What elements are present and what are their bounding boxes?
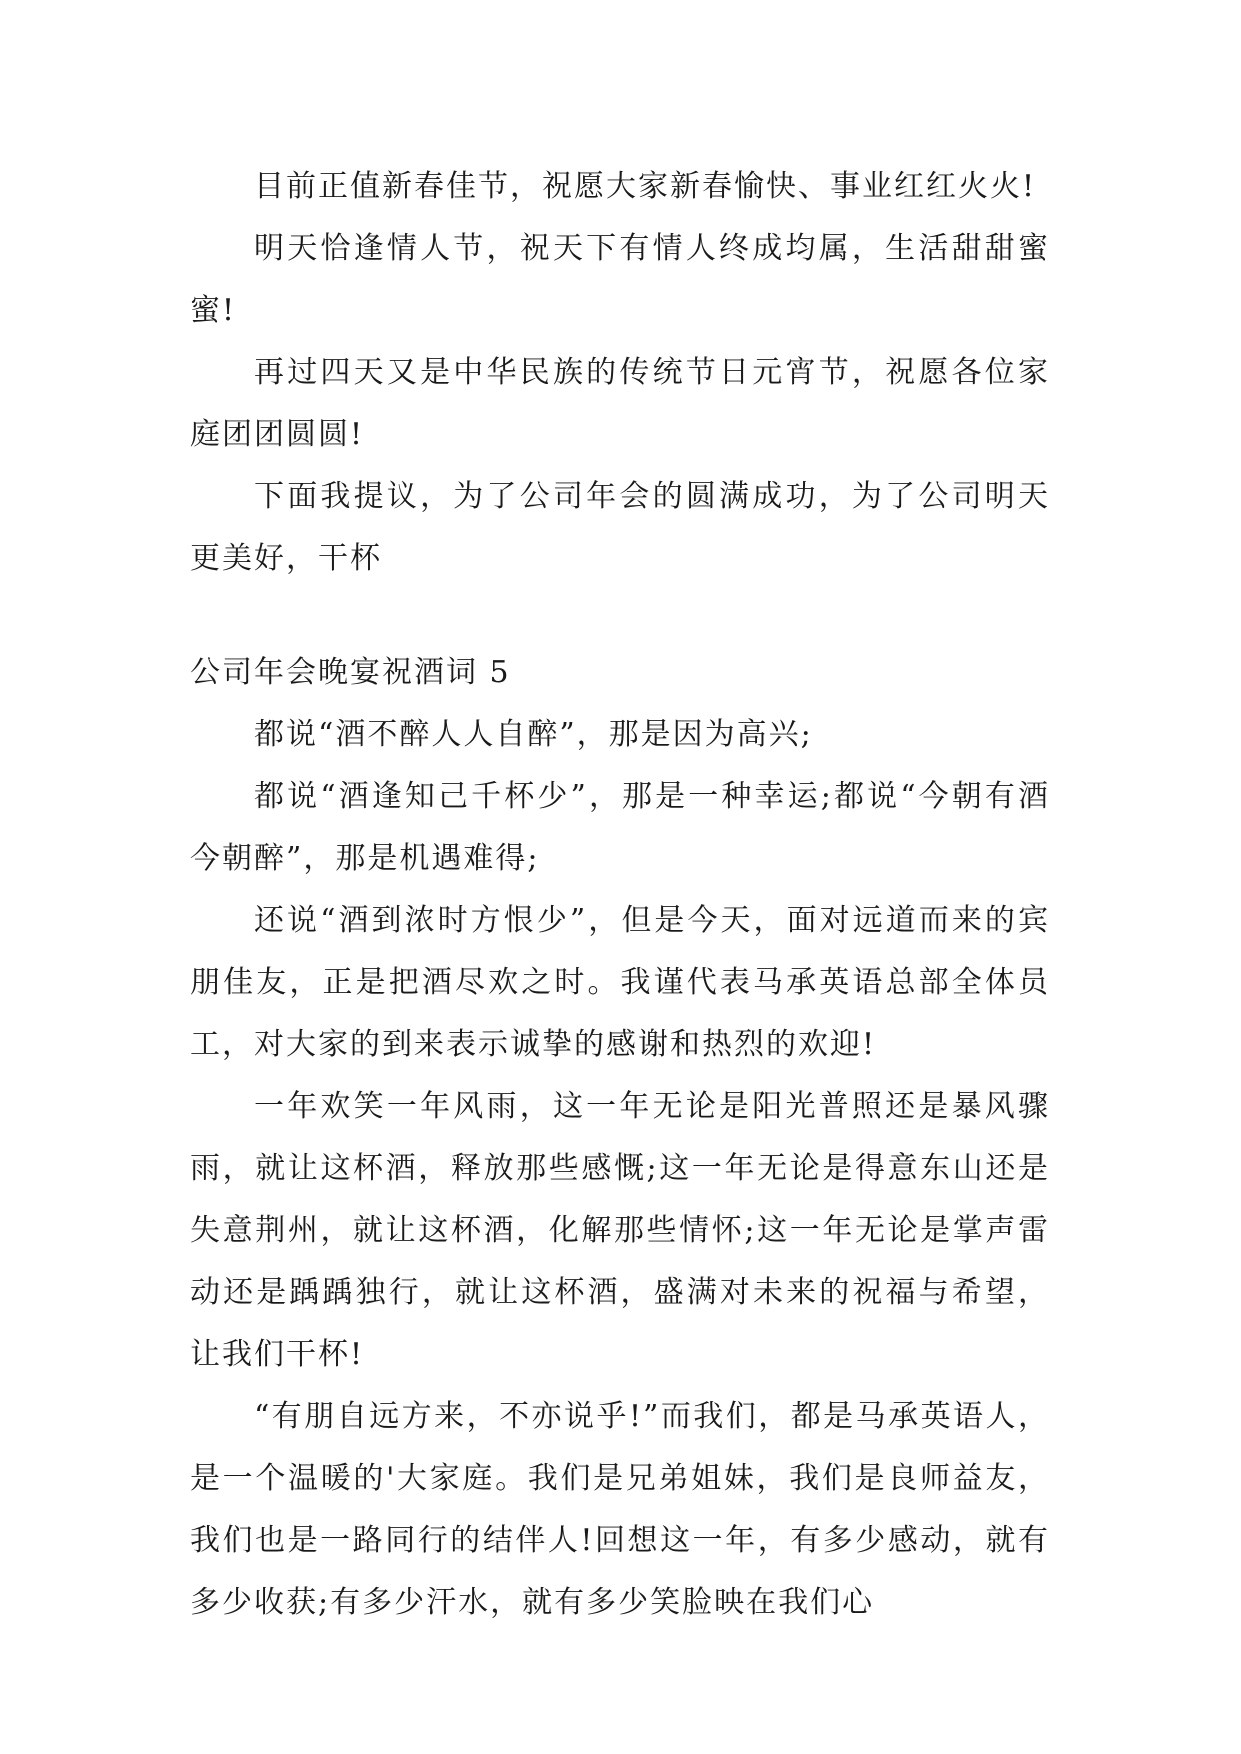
document-body	[190, 156, 1050, 1634]
paragraph-wine-saying-1: 都说“酒不醉人人自醉”，那是因为高兴;	[254, 717, 813, 752]
paragraph-wine-saying-2: 都说“酒逢知己千杯少”，那是一种幸运;都说“今朝有酒今朝醉”，那是机遇难得;	[190, 779, 1050, 876]
paragraph-valentines-wishes: 明天恰逢情人节，祝天下有情人终成均属，生活甜甜蜜蜜!	[190, 231, 1050, 328]
paragraph-welcome-guests: 还说“酒到浓时方恨少”，但是今天，面对远道而来的宾朋佳友，正是把酒尽欢之时。我谨代表马承英语总部全体员工，对大家的到来表示诚挚的感谢和热烈的欢迎!	[190, 903, 1050, 1062]
section-title: 公司年会晚宴祝酒词 5	[190, 655, 511, 690]
paragraph-big-family: “有朋自远方来，不亦说乎!”而我们，都是马承英语人，是一个温暖的'大家庭。我们是兄弟姐妹，我们是良师益友，我们也是一路同行的结伴人!回想这一年，有多少感动，就有多少收获;有多少汗水，就有多少笑脸映在我们心	[190, 1399, 1050, 1620]
paragraph-year-review: 一年欢笑一年风雨，这一年无论是阳光普照还是暴风骤雨，就让这杯酒，释放那些感慨;这一年无论是得意东山还是失意荆州，就让这杯酒，化解那些情怀;这一年无论是掌声雷动还是踽踽独行，就让这杯酒，盛满对未来的祝福与希望，让我们干杯!	[190, 1089, 1050, 1372]
paragraph-new-year-wishes: 目前正值新春佳节，祝愿大家新春愉快、事业红红火火!	[254, 169, 1037, 204]
paragraph-lantern-festival-wishes: 再过四天又是中华民族的传统节日元宵节，祝愿各位家庭团团圆圆!	[190, 355, 1050, 452]
paragraph-toast-proposal: 下面我提议，为了公司年会的圆满成功，为了公司明天更美好，干杯	[190, 479, 1050, 576]
